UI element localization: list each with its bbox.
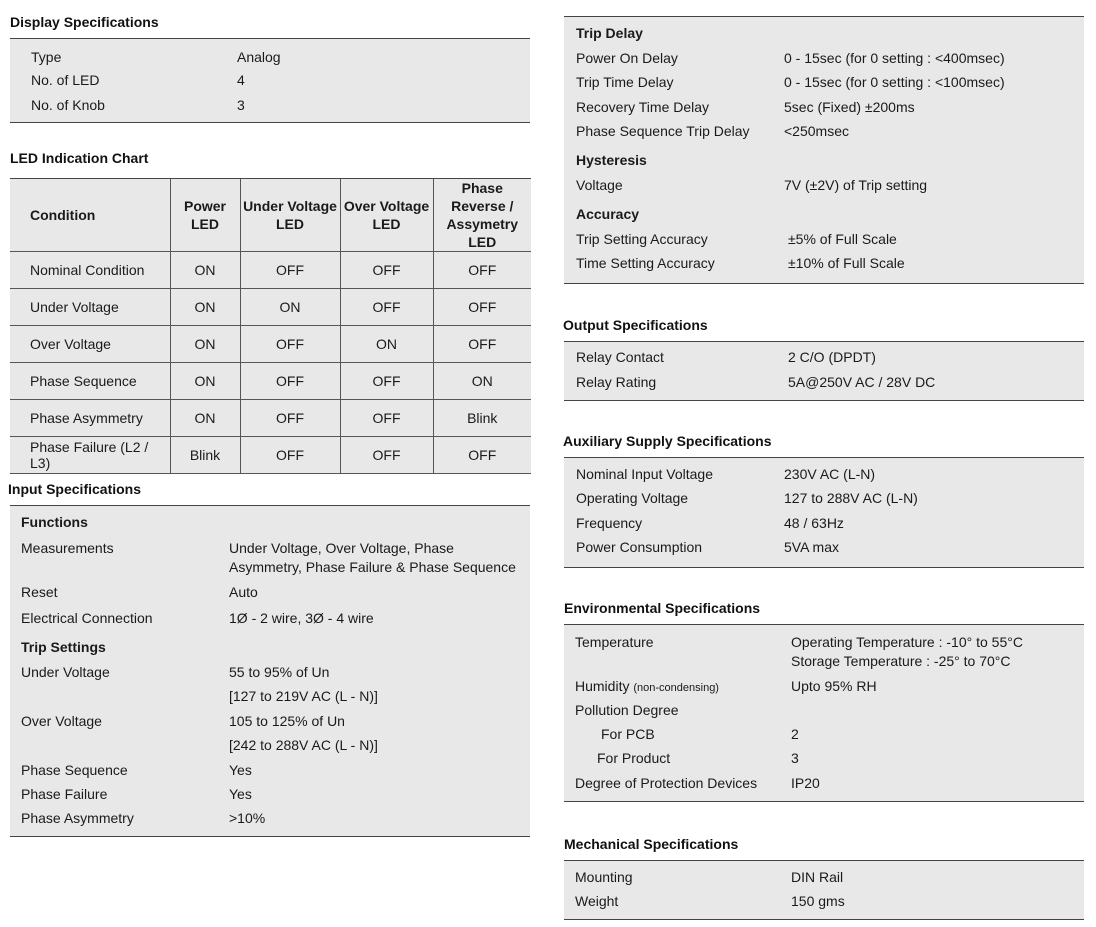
display-type-value: Analog (237, 49, 281, 65)
led-header-power: Power LED (170, 179, 240, 252)
time-setting-accuracy-value: ±10% of Full Scale (788, 255, 905, 271)
led-cell: ON (170, 363, 240, 400)
measurements-value-line1: Under Voltage, Over Voltage, Phase (229, 540, 454, 556)
product-value: 3 (791, 750, 799, 766)
display-knob-value: 3 (237, 97, 245, 113)
under-voltage-label: Under Voltage (21, 664, 110, 680)
led-cell-condition: Phase Sequence (10, 363, 170, 400)
hysteresis-voltage-label: Voltage (576, 177, 623, 193)
input-spec-box (10, 505, 530, 837)
output-spec-box (564, 341, 1084, 401)
aux-spec-box (564, 457, 1084, 568)
recovery-time-delay-value: 5sec (Fixed) ±200ms (784, 99, 915, 115)
pollution-degree-label: Pollution Degree (575, 702, 679, 718)
led-chart-title: LED Indication Chart (10, 150, 149, 166)
operating-temperature-value: Operating Temperature : -10° to 55°C (791, 634, 1023, 650)
led-cell: OFF (240, 252, 340, 289)
phase-sequence-trip-delay-label: Phase Sequence Trip Delay (576, 123, 750, 139)
led-cell: Blink (433, 400, 531, 437)
led-cell: OFF (433, 437, 531, 474)
led-cell: OFF (433, 289, 531, 326)
led-cell-condition: Over Voltage (10, 326, 170, 363)
table-row (10, 400, 531, 437)
led-cell: ON (433, 363, 531, 400)
trip-setting-accuracy-value: ±5% of Full Scale (788, 231, 897, 247)
led-header-over-voltage: Over Voltage LED (340, 179, 433, 252)
phase-sequence-label: Phase Sequence (21, 762, 128, 778)
phase-asymmetry-label: Phase Asymmetry (21, 810, 134, 826)
over-voltage-label: Over Voltage (21, 713, 102, 729)
accuracy-heading: Accuracy (576, 206, 640, 222)
phase-failure-value: Yes (229, 786, 252, 802)
humidity-label-text: Humidity (575, 678, 630, 694)
led-cell: OFF (340, 289, 433, 326)
display-led-value: 4 (237, 72, 245, 88)
electrical-connection-value: 1Ø - 2 wire, 3Ø - 4 wire (229, 610, 374, 626)
protection-value: IP20 (791, 775, 820, 791)
relay-contact-label: Relay Contact (576, 349, 664, 365)
led-cell: OFF (240, 363, 340, 400)
env-spec-title: Environmental Specifications (564, 600, 761, 616)
led-header-under-voltage: Under Voltage LED (240, 179, 340, 252)
electrical-connection-label: Electrical Connection (21, 610, 153, 626)
led-cell-condition: Nominal Condition (10, 252, 170, 289)
weight-label: Weight (575, 893, 619, 909)
storage-temperature-value: Storage Temperature : -25° to 70°C (791, 653, 1011, 669)
display-knob-label: No. of Knob (31, 97, 105, 113)
led-cell-condition: Phase Failure (L2 / L3) (10, 437, 170, 474)
led-indication-table (10, 178, 531, 474)
temperature-label: Temperature (575, 634, 654, 650)
measurements-label: Measurements (21, 540, 114, 556)
weight-value: 150 gms (791, 893, 845, 909)
led-cell: ON (170, 400, 240, 437)
relay-rating-label: Relay Rating (576, 374, 657, 390)
product-label: For Product (597, 750, 671, 766)
aux-spec-title: Auxiliary Supply Specifications (563, 433, 772, 449)
led-cell: OFF (340, 363, 433, 400)
led-cell: Blink (170, 437, 240, 474)
display-led-label: No. of LED (31, 72, 100, 88)
over-voltage-value-line2: [242 to 288V AC (L - N)] (229, 737, 378, 753)
humidity-note: (non-condensing) (633, 682, 719, 694)
led-cell: OFF (433, 326, 531, 363)
mech-spec-title: Mechanical Specifications (564, 836, 739, 852)
power-consumption-label: Power Consumption (576, 539, 703, 555)
measurements-value-line2: Asymmetry, Phase Failure & Phase Sequence (229, 559, 516, 575)
pcb-value: 2 (791, 726, 799, 742)
input-spec-title: Input Specifications (8, 481, 142, 497)
power-on-delay-label: Power On Delay (576, 50, 678, 66)
power-consumption-value: 5VA max (784, 539, 839, 555)
power-on-delay-value: 0 - 15sec (for 0 setting : <400msec) (784, 50, 1005, 66)
display-type-label: Type (31, 49, 62, 65)
trip-delay-heading: Trip Delay (576, 25, 643, 41)
led-cell-condition: Phase Asymmetry (10, 400, 170, 437)
phase-asymmetry-value: >10% (229, 810, 266, 826)
relay-rating-value: 5A@250V AC / 28V DC (788, 374, 936, 390)
trip-delay-box (564, 16, 1084, 284)
recovery-time-delay-label: Recovery Time Delay (576, 99, 710, 115)
mounting-label: Mounting (575, 869, 633, 885)
led-cell: OFF (340, 252, 433, 289)
led-cell: OFF (340, 437, 433, 474)
led-cell: ON (170, 289, 240, 326)
led-header-row (10, 179, 531, 252)
nominal-input-voltage-value: 230V AC (L-N) (784, 466, 876, 482)
output-spec-title: Output Specifications (563, 317, 708, 333)
led-cell: OFF (240, 400, 340, 437)
reset-value: Auto (229, 584, 258, 600)
operating-voltage-label: Operating Voltage (576, 490, 689, 506)
led-cell-condition: Under Voltage (10, 289, 170, 326)
table-row (10, 326, 531, 363)
led-cell: ON (240, 289, 340, 326)
led-header-condition: Condition (10, 179, 170, 252)
led-cell: OFF (433, 252, 531, 289)
under-voltage-value-line1: 55 to 95% of Un (229, 664, 330, 680)
env-spec-box (564, 624, 1084, 802)
trip-setting-accuracy-label: Trip Setting Accuracy (576, 231, 708, 247)
led-cell: ON (340, 326, 433, 363)
time-setting-accuracy-label: Time Setting Accuracy (576, 255, 715, 271)
led-cell: OFF (240, 437, 340, 474)
nominal-input-voltage-label: Nominal Input Voltage (576, 466, 713, 482)
led-header-phase-reverse: Phase Reverse / Assymetry LED (433, 179, 531, 252)
trip-time-delay-label: Trip Time Delay (576, 74, 674, 90)
functions-heading: Functions (21, 514, 88, 530)
table-row (10, 437, 531, 474)
pcb-label: For PCB (601, 726, 655, 742)
hysteresis-voltage-value: 7V (±2V) of Trip setting (784, 177, 928, 193)
mounting-value: DIN Rail (791, 869, 844, 885)
reset-label: Reset (21, 584, 58, 600)
trip-time-delay-value: 0 - 15sec (for 0 setting : <100msec) (784, 74, 1005, 90)
table-row (10, 252, 531, 289)
protection-label: Degree of Protection Devices (575, 775, 758, 791)
over-voltage-value-line1: 105 to 125% of Un (229, 713, 345, 729)
led-cell: OFF (340, 400, 433, 437)
phase-sequence-trip-delay-value: <250msec (784, 123, 849, 139)
operating-voltage-value: 127 to 288V AC (L-N) (784, 490, 918, 506)
led-cell: OFF (240, 326, 340, 363)
led-cell: ON (170, 252, 240, 289)
display-spec-title: Display Specifications (10, 14, 159, 30)
table-row (10, 363, 531, 400)
phase-sequence-value: Yes (229, 762, 252, 778)
under-voltage-value-line2: [127 to 219V AC (L - N)] (229, 688, 378, 704)
trip-settings-heading: Trip Settings (21, 639, 106, 655)
humidity-label (575, 678, 719, 694)
table-row (10, 289, 531, 326)
frequency-label: Frequency (576, 515, 643, 531)
mech-spec-box (564, 860, 1084, 920)
frequency-value: 48 / 63Hz (784, 515, 844, 531)
phase-failure-label: Phase Failure (21, 786, 108, 802)
relay-contact-value: 2 C/O (DPDT) (788, 349, 876, 365)
led-cell: ON (170, 326, 240, 363)
hysteresis-heading: Hysteresis (576, 152, 647, 168)
humidity-value: Upto 95% RH (791, 678, 877, 694)
display-spec-box (10, 38, 530, 123)
